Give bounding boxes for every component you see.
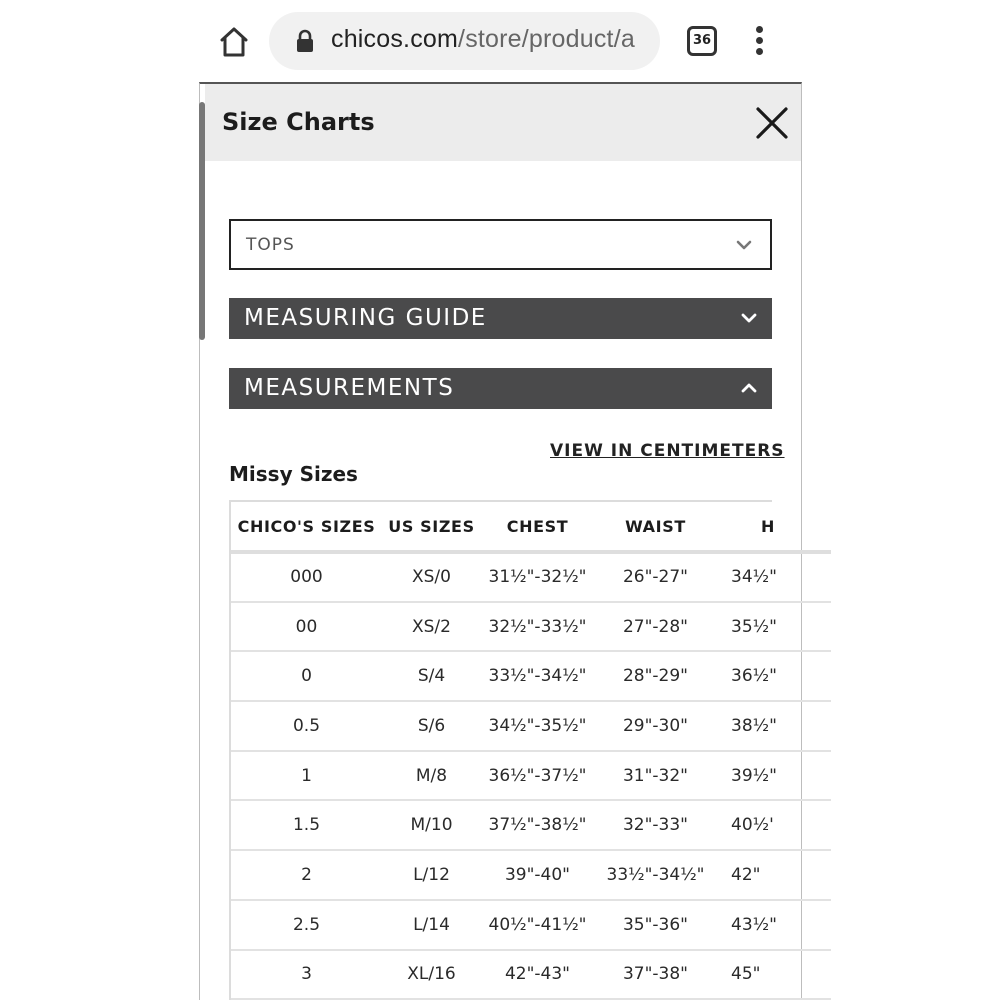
address-bar[interactable] xyxy=(269,12,660,70)
table-row xyxy=(231,701,831,751)
missy-sizes-title: Missy Sizes xyxy=(229,462,358,486)
table-cell: 2 xyxy=(231,850,382,900)
table-cell: 39½" xyxy=(717,751,831,801)
size-table-container[interactable] xyxy=(229,500,777,1000)
table-cell: 33½"-34½" xyxy=(594,850,717,900)
modal-header xyxy=(205,84,801,161)
modal-title: Size Charts xyxy=(222,108,375,136)
table-cell: 42" xyxy=(717,850,831,900)
table-cell: 36½" xyxy=(717,651,831,701)
url-text xyxy=(331,25,635,54)
url-path: /store/product/a xyxy=(458,25,635,53)
size-table xyxy=(231,502,831,1000)
table-header-row xyxy=(231,502,831,552)
table-cell: 38½" xyxy=(717,701,831,751)
url-host: chicos.com xyxy=(331,25,459,53)
header-waist: WAIST xyxy=(594,502,717,552)
table-body xyxy=(231,552,831,999)
table-cell: 40½' xyxy=(717,800,831,850)
table-cell: S/4 xyxy=(382,651,481,701)
table-cell: 34½"-35½" xyxy=(481,701,594,751)
accordion-label-measuring-guide: MEASURING GUIDE xyxy=(244,305,487,331)
table-cell: 2.5 xyxy=(231,900,382,950)
category-select[interactable] xyxy=(229,219,772,270)
measuring-guide-accordion[interactable] xyxy=(229,298,772,339)
table-cell: 31½"-32½" xyxy=(481,552,594,602)
tab-count: 36 xyxy=(692,33,712,48)
table-cell: 000 xyxy=(231,552,382,602)
home-button[interactable] xyxy=(214,22,254,62)
table-row xyxy=(231,850,831,900)
table-row xyxy=(231,950,831,1000)
view-in-centimeters-link[interactable]: VIEW IN CENTIMETERS xyxy=(550,441,785,461)
table-cell: XS/2 xyxy=(382,602,481,652)
more-vert-icon[interactable] xyxy=(748,26,772,56)
chevron-down-icon xyxy=(741,312,757,324)
header-hips: H xyxy=(717,502,831,552)
table-cell: 35½" xyxy=(717,602,831,652)
chevron-up-icon xyxy=(741,382,757,394)
table-cell: 32½"-33½" xyxy=(481,602,594,652)
table-cell: 39"-40" xyxy=(481,850,594,900)
table-cell: S/6 xyxy=(382,701,481,751)
table-row xyxy=(231,900,831,950)
close-button[interactable] xyxy=(753,104,791,142)
table-cell: 28"-29" xyxy=(594,651,717,701)
table-row xyxy=(231,800,831,850)
accordion-label-measurements: MEASUREMENTS xyxy=(244,375,455,401)
header-chicos-sizes: CHICO'S SIZES xyxy=(231,502,382,552)
table-cell: 31"-32" xyxy=(594,751,717,801)
close-icon xyxy=(753,104,791,142)
table-row xyxy=(231,602,831,652)
table-cell: 0.5 xyxy=(231,701,382,751)
table-cell: 1 xyxy=(231,751,382,801)
table-cell: 36½"-37½" xyxy=(481,751,594,801)
table-cell: 00 xyxy=(231,602,382,652)
category-select-value: TOPS xyxy=(246,235,295,255)
table-cell: 3 xyxy=(231,950,382,1000)
table-cell: M/10 xyxy=(382,800,481,850)
home-icon xyxy=(214,22,254,62)
table-cell: 43½" xyxy=(717,900,831,950)
header-us-sizes: US SIZES xyxy=(382,502,481,552)
table-cell: 45" xyxy=(717,950,831,1000)
table-cell: L/12 xyxy=(382,850,481,900)
table-cell: 26"-27" xyxy=(594,552,717,602)
measurements-accordion[interactable] xyxy=(229,368,772,409)
table-cell: 34½" xyxy=(717,552,831,602)
table-cell: 37½"-38½" xyxy=(481,800,594,850)
table-cell: 27"-28" xyxy=(594,602,717,652)
table-row xyxy=(231,751,831,801)
table-cell: 32"-33" xyxy=(594,800,717,850)
table-cell: L/14 xyxy=(382,900,481,950)
browser-toolbar xyxy=(0,0,998,82)
table-row xyxy=(231,552,831,602)
table-cell: 35"-36" xyxy=(594,900,717,950)
chevron-down-icon xyxy=(736,238,752,252)
lock-icon xyxy=(295,29,315,53)
header-chest: CHEST xyxy=(481,502,594,552)
table-cell: 37"-38" xyxy=(594,950,717,1000)
table-cell: 29"-30" xyxy=(594,701,717,751)
table-cell: XL/16 xyxy=(382,950,481,1000)
size-chart-modal xyxy=(205,84,801,1000)
table-row xyxy=(231,651,831,701)
table-cell: XS/0 xyxy=(382,552,481,602)
table-cell: 0 xyxy=(231,651,382,701)
table-cell: M/8 xyxy=(382,751,481,801)
table-cell: 33½"-34½" xyxy=(481,651,594,701)
table-cell: 40½"-41½" xyxy=(481,900,594,950)
tab-switcher-button[interactable] xyxy=(687,26,717,56)
table-cell: 42"-43" xyxy=(481,950,594,1000)
table-cell: 1.5 xyxy=(231,800,382,850)
